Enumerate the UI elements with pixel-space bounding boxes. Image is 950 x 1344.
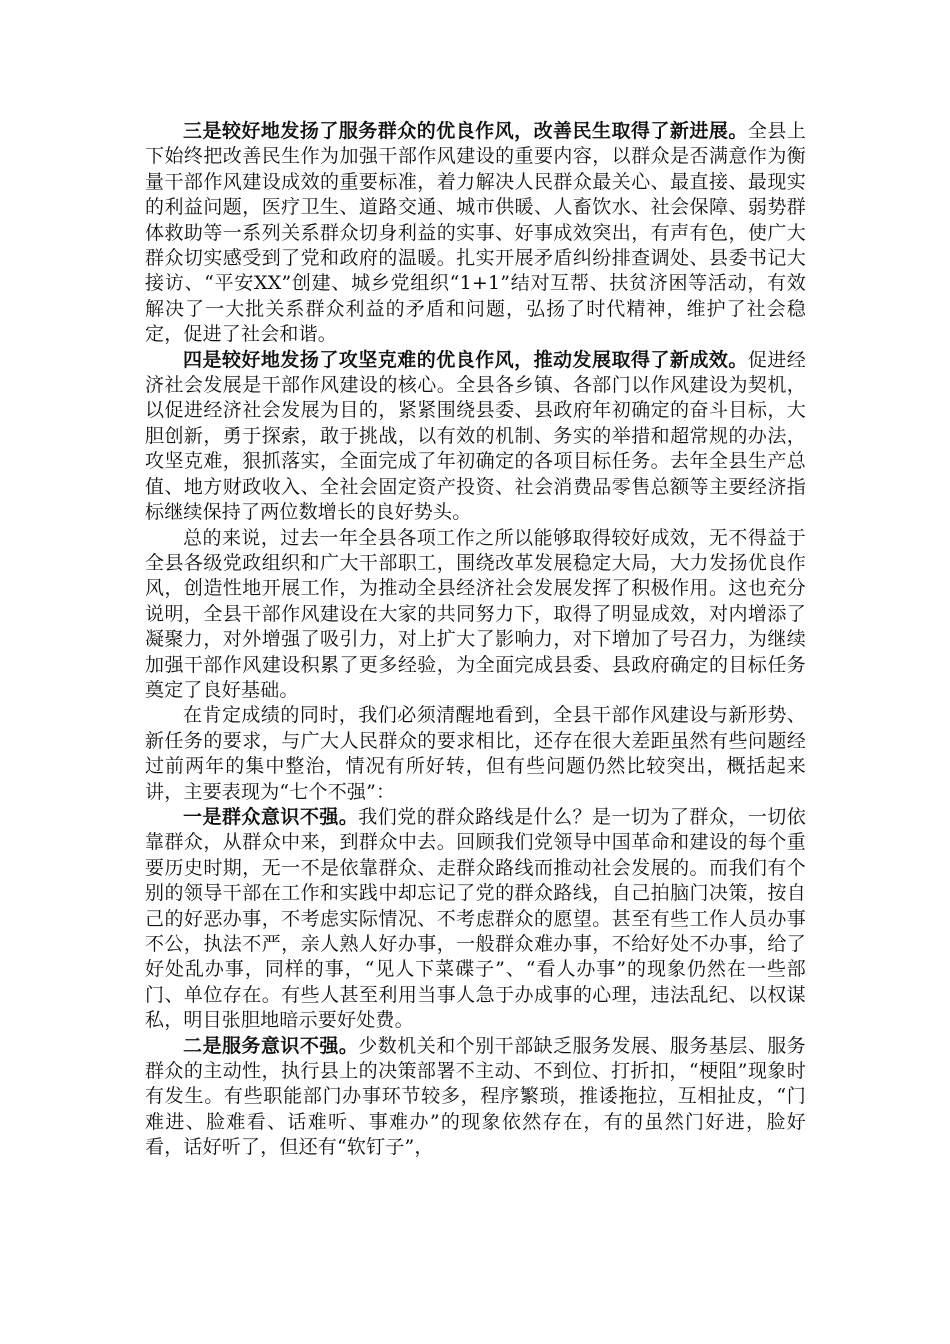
paragraph-body: 总的来说，过去一年全县各项工作之所以能够取得较好成效，无不得益于全县各级党政组织和广大干部职工，围绕改革发展稳定大局，大力发扬优良作风，创造性地开展工作，为推动全县经济社会发展发挥了积极作用。这也充分说明，全县干部作风建设在大家的共同努力下，取得了明显成效，对内增添了凝聚力，对外增强了吸引力，对上扩大了影响力，对下增加了号召力，为继续加强干部作风建设积累了更多经验，为全面完成县委、县政府确定的目标任务奠定了良好基础。: [145, 526, 806, 701]
paragraph-heading: 二是服务意识不强。: [183, 1034, 359, 1057]
paragraph-mass-awareness: [145, 805, 806, 1034]
paragraph-summary: [145, 526, 806, 704]
paragraph-body: 全县上下始终把改善民生作为加强干部作风建设的重要内容，以群众是否满意作为衡量干部作风建设成效的重要标准，着力解决人民群众最关心、最直接、最现实的利益问题，医疗卫生、道路交通、城市供暖、人畜饮水、社会保障、弱势群体救助等一系列关系群众切身利益的实事、好事成效突出，有声有色，使广大群众切实感受到了党和政府的温暖。扎实开展矛盾纠纷排查调处、县委书记大接访、“平安XX”创建、城乡党组织“1+1”结对互帮、扶贫济困等活动，有效解决了一大批关系群众利益的矛盾和问题，弘扬了时代精神，维护了社会稳定，促进了社会和谐。: [145, 120, 806, 346]
paragraph-body: 少数机关和个别干部缺乏服务发展、服务基层、服务群众的主动性，执行县上的决策部署不主动、不到位、打折扣，“梗阻”现象时有发生。有些职能部门办事环节较多，程序繁琐，推诿拖拉，互相扯皮，“门难进、脸难看、话难听、事难办”的现象依然存在，有的虽然门好进，脸好看，话好听了，但还有“软钉子”，: [145, 1034, 806, 1159]
paragraph-heading: 三是较好地发扬了服务群众的优良作风，改善民生取得了新进展。: [183, 120, 748, 142]
paragraph-body: 我们党的群众路线是什么？是一切为了群众，一切依靠群众，从群众中来，到群众中去。回顾我们党领导中国革命和建设的每个重要历史时期，无一不是依靠群众、走群众路线而推动社会发展的。而我们有个别的领导干部在工作和实践中却忘记了党的群众路线，自己拍脑门决策，按自己的好恶办事，不考虑实际情况、不考虑群众的愿望。甚至有些工作人员办事不公，执法不严，亲人熟人好办事，一般群众难办事，不给好处不办事，给了好处乱办事，同样的事，“见人下菜碟子”、“看人办事”的现象仍然在一些部门、单位存在。有些人甚至利用当事人急于办成事的心理，违法乱纪、以权谋私，明目张胆地暗示要好处费。: [145, 805, 806, 1032]
paragraph-body: 促进经济社会发展是干部作风建设的核心。全县各乡镇、各部门以作风建设为契机，以促进经济社会发展为目的，紧紧围绕县委、县政府年初确定的奋斗目标，大胆创新，勇于探索，敢于挑战，以有效的机制、务实的举措和超常规的办法，攻坚克难，狠抓落实，全面完成了年初确定的各项目标任务。去年全县生产总值、地方财政收入、全社会固定资产投资、社会消费品零售总额等主要经济指标继续保持了两位数增长的良好势头。: [145, 348, 806, 524]
paragraph-body: 在肯定成绩的同时，我们必须清醒地看到，全县干部作风建设与新形势、新任务的要求，与广大人民群众的要求相比，还存在很大差距虽然有些问题经过前两年的集中整治，情况有所好转，但有些问题仍然比较突出，概括起来讲，主要表现为“七个不强”：: [145, 704, 806, 803]
paragraph-tackle-difficulties: [145, 348, 806, 526]
document-page: [145, 119, 806, 1161]
paragraph-service-awareness: [145, 1034, 806, 1161]
paragraph-serve-masses: [145, 119, 806, 348]
paragraph-heading: 一是群众意识不强。: [183, 805, 359, 828]
paragraph-shortcomings-intro: [145, 703, 806, 805]
paragraph-heading: 四是较好地发扬了攻坚克难的优良作风，推动发展取得了新成效。: [183, 348, 748, 371]
